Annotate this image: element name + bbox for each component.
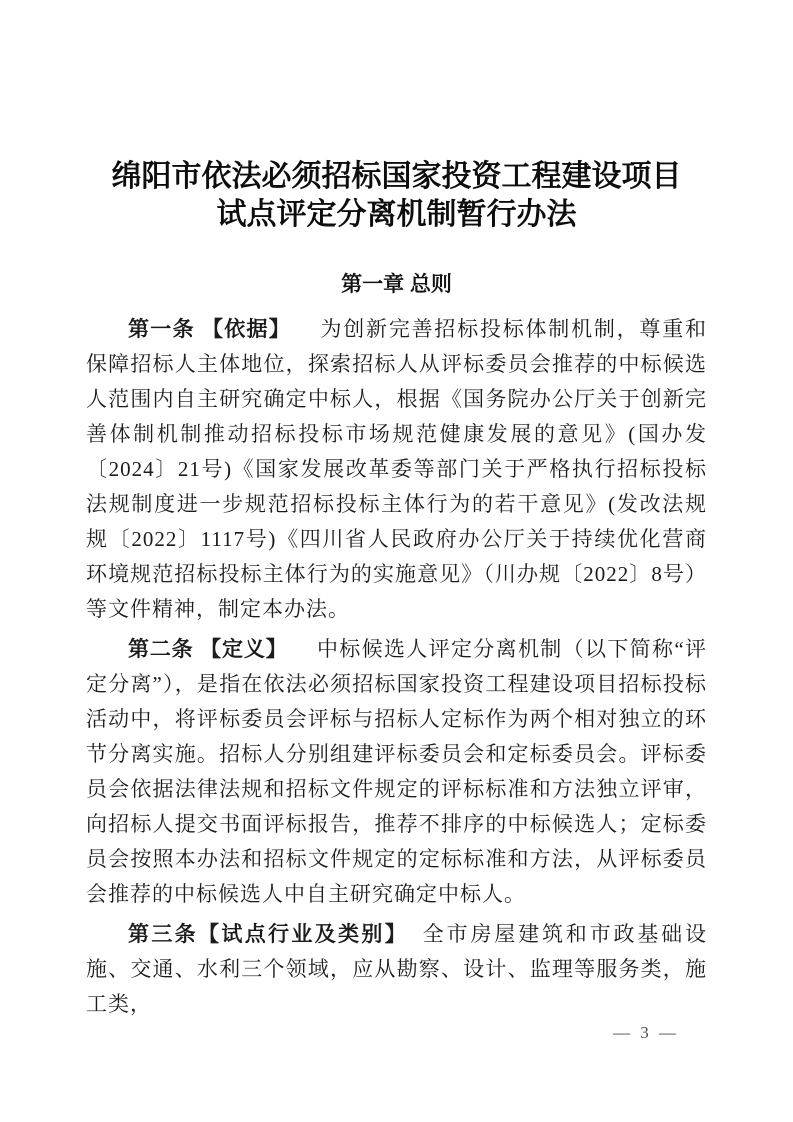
article-3-text: 全市房屋建筑和市政基础设施、交通、水利三个领域，应从勘察、设计、监理等服务类，施工类， xyxy=(86,922,708,1016)
document-title xyxy=(86,158,707,234)
page-number: — 3 — xyxy=(613,1023,679,1042)
document-title-line-1: 绵阳市依法必须招标国家投资工程建设项目 xyxy=(111,160,682,193)
document-content xyxy=(86,0,707,1027)
article-2-number-label: 第二条 【定义】 xyxy=(128,638,288,661)
article-paragraph-2 xyxy=(86,632,707,912)
article-2-text: 中标候选人评定分离机制（以下简称“评定分离”），是指在依法必须招标国家投资工程建设项目招标投标活动中，将评标委员会评标与招标人定标作为两个相对独立的环节分离实施。招标人分别组建评标委员会和定标委员会。评标委员会依据法律法规和招标文件规定的评标标准和方法独立评审，向招标人提交书面评标报告，推荐不排序的中标候选人；定标委员会按照本办法和招标文件规定的定标标准和方法，从评标委员会推荐的中标候选人中自主研究确定中标人。 xyxy=(86,637,707,906)
article-body xyxy=(86,312,707,1022)
article-1-text: 为创新完善招标投标体制机制，尊重和保障招标人主体地位，探索招标人从评标委员会推荐的中标候选人范围内自主研究确定中标人，根据《国务院办公厅关于创新完善体制机制推动招标投标市场规范健康发展的意见》(国办发〔2024〕21号)《国家发展改革委等部门关于严格执行招标投标法规制度进一步规范招标投标主体行为的若干意见》(发改法规规〔2022〕1117号)《四川省人民政府办公厅关于持续优化营商环境规范招标投标主体行为的实施意见》（川办规〔2022〕8号）等文件精神，制定本办法。 xyxy=(86,317,707,621)
document-title-line-2: 试点评定分离机制暂行办法 xyxy=(216,198,577,231)
chapter-heading: 第一章 总则 xyxy=(341,273,452,296)
article-paragraph-3 xyxy=(86,917,707,1022)
article-3-number-label: 第三条【试点行业及类别】 xyxy=(128,923,409,946)
article-1-number-label: 第一条 【依据】 xyxy=(128,318,292,341)
article-paragraph-1 xyxy=(86,312,707,627)
